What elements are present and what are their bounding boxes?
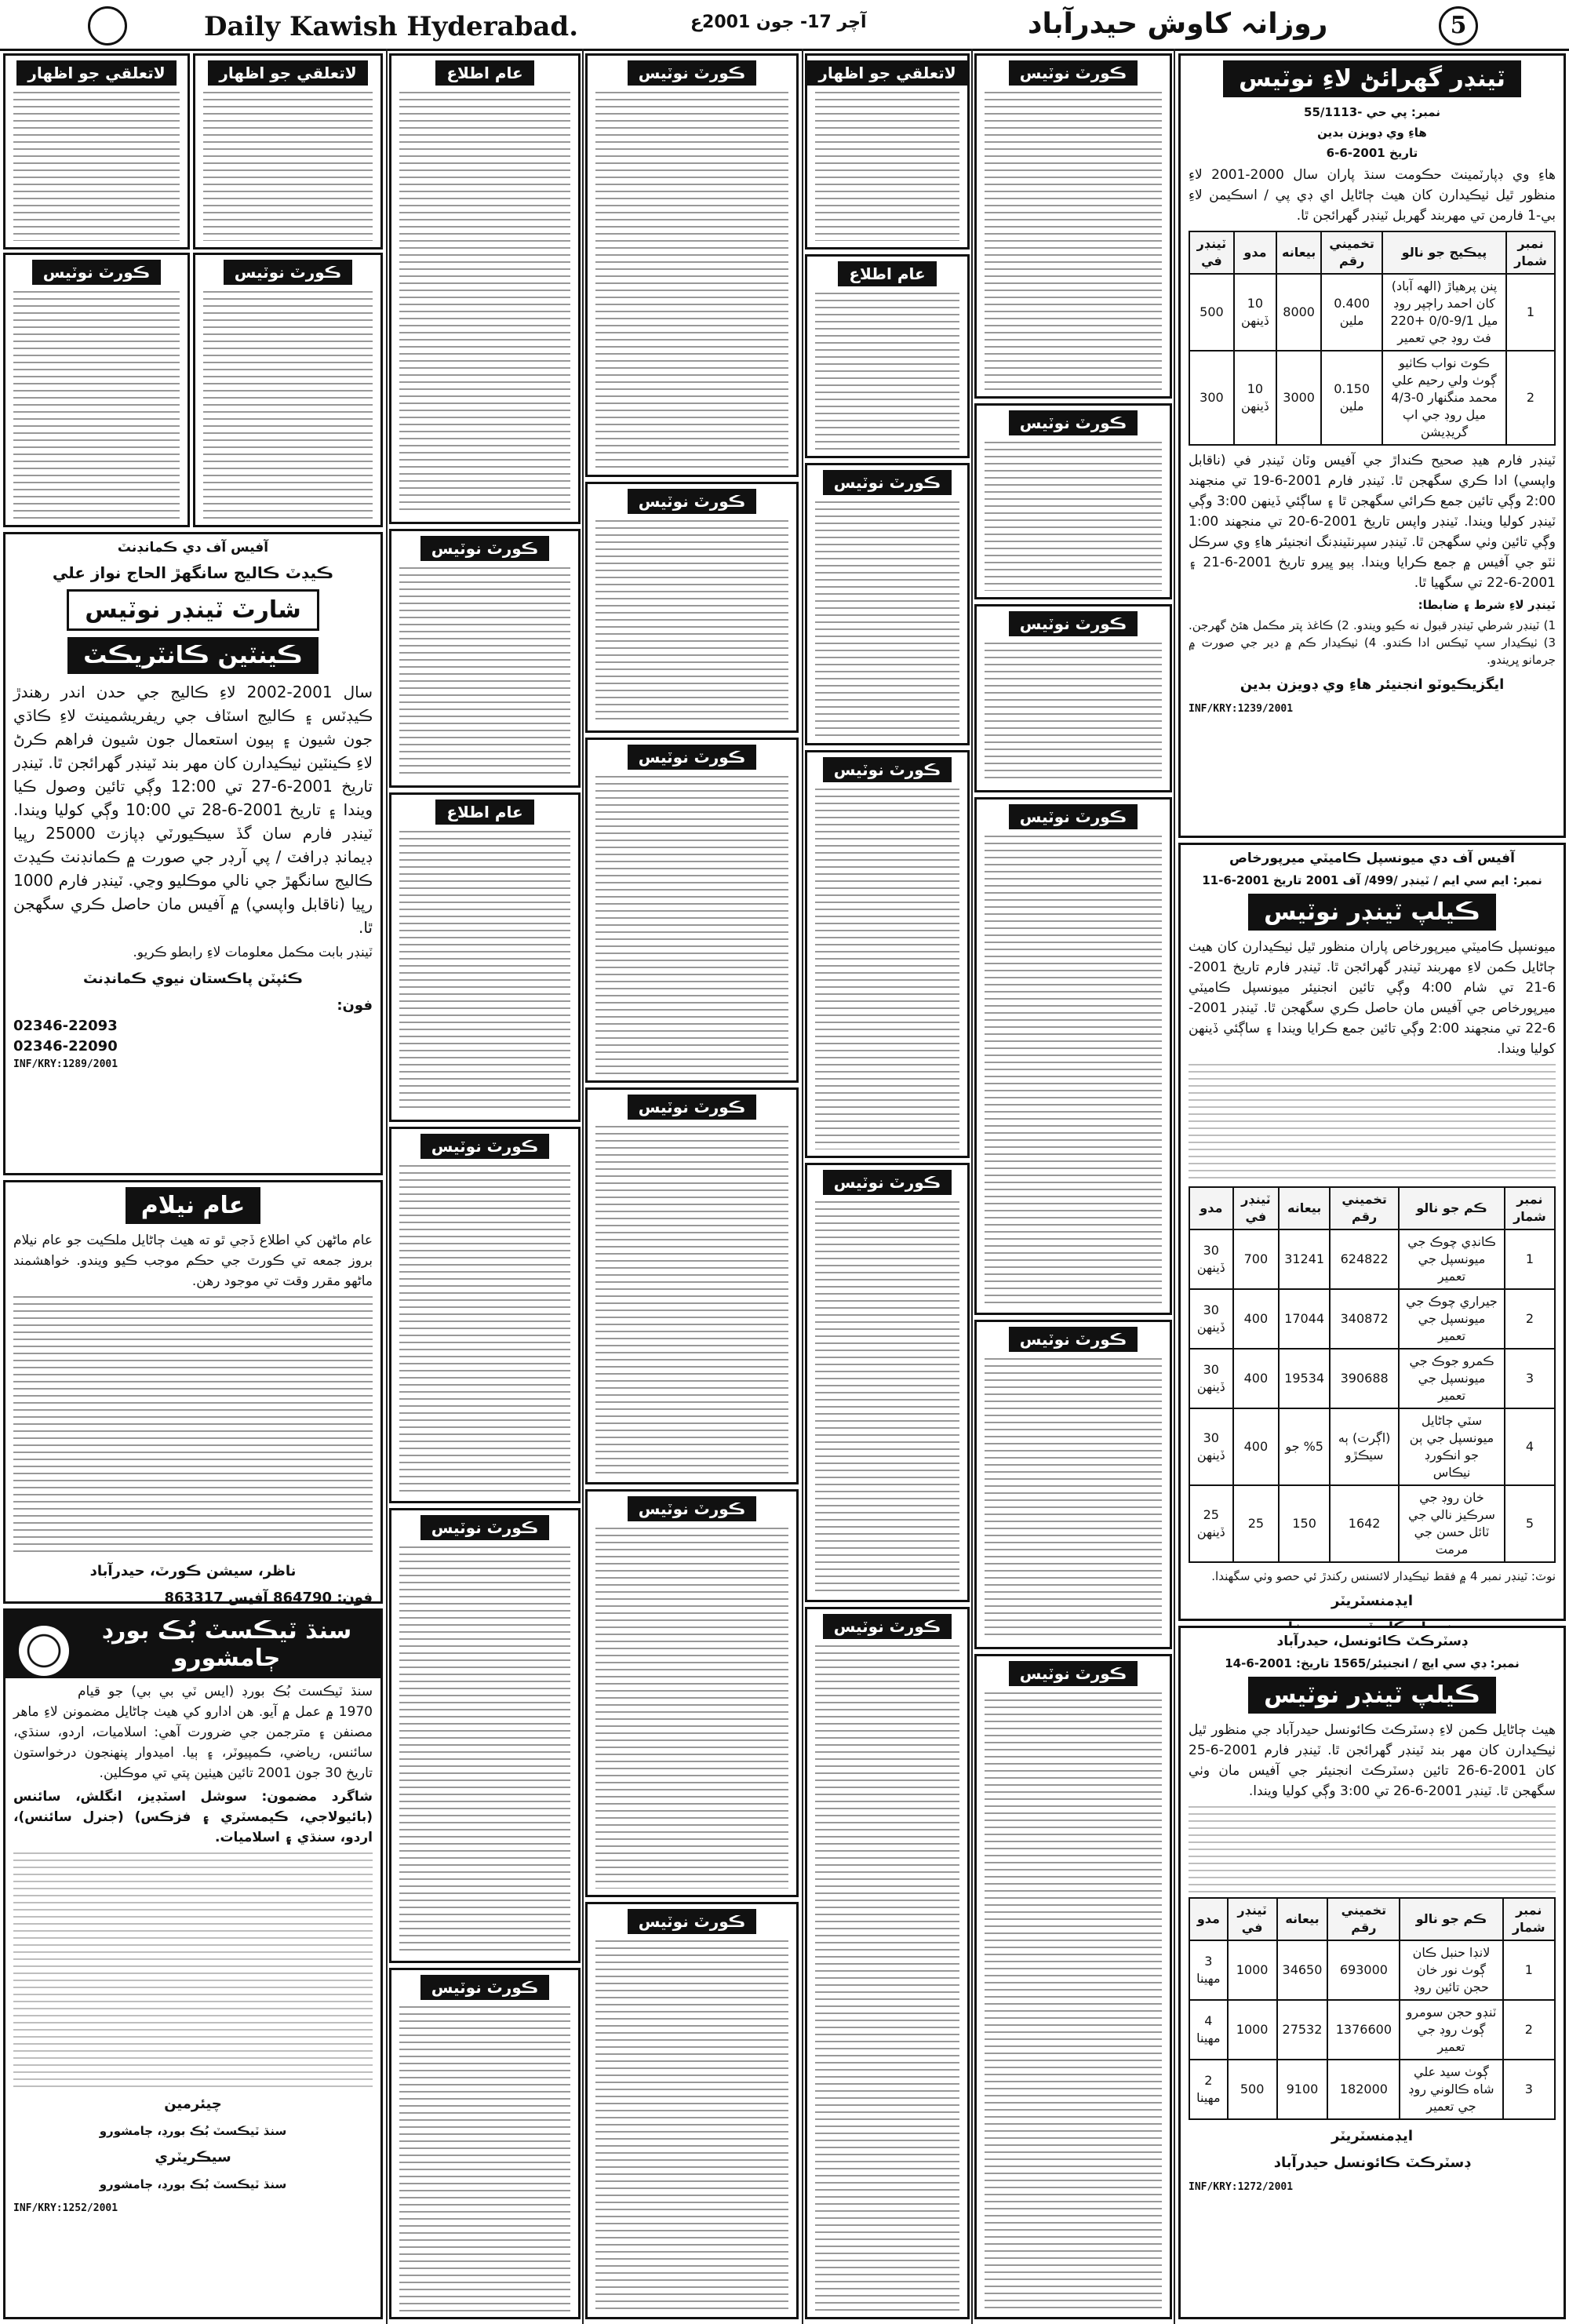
board-title: سنڌ ٽيڪسٽ بُڪ بورڊ [101, 1617, 352, 1645]
court-notice [974, 797, 1172, 1315]
table-cell: 1 [1506, 274, 1555, 351]
table-cell: 30 ڏينهن [1189, 1349, 1233, 1408]
table-cell: سٽي ڄاڻايل ميونسپل جي ٻن جو انڪورڊ نيڪاس [1399, 1408, 1505, 1485]
small-print [13, 1852, 373, 2088]
small-print [1189, 1064, 1556, 1182]
public-notice [389, 792, 581, 1122]
table-cell: 10 ڏينهن [1234, 351, 1276, 445]
notice-heading: ڪورٽ نوٽيس [823, 1614, 952, 1639]
board-city: ڄامشورو [173, 1645, 281, 1672]
table-cell: 340872 [1330, 1289, 1399, 1349]
court-notice [974, 604, 1172, 792]
notice-heading: ڪورٽ نوٽيس [1009, 611, 1138, 636]
college-name: ڪيڊٽ ڪاليج سانگهڙ الحاج نواز علي [52, 563, 334, 582]
small-print [595, 92, 788, 468]
column-divider [971, 49, 973, 2324]
disclaimer-notice [805, 53, 970, 250]
table-cell: 8000 [1276, 274, 1321, 351]
disclaimer-notice [193, 53, 383, 250]
signature-title: ايڊمنسٽريٽر [1331, 1593, 1413, 1609]
small-print [985, 92, 1162, 390]
table-cell: ڪانڊي چوڪ جي ميونسپل جي تعمير [1399, 1229, 1505, 1289]
table-cell: 150 [1279, 1485, 1330, 1562]
short-tender-title: شارٽ ٽينڊر نوٽيس [67, 589, 319, 631]
table-row [1189, 2000, 1555, 2060]
tender-notice-highways [1178, 53, 1566, 838]
tender-date: تاريخ 2001-6-6 [1326, 146, 1418, 160]
board-header [5, 1611, 380, 1678]
table-cell: 0.400 ملين [1321, 274, 1382, 351]
table-cell: 3 [1505, 1349, 1555, 1408]
small-print [985, 836, 1162, 1306]
table-cell: 1000 [1228, 2000, 1277, 2060]
table-row [1189, 351, 1555, 445]
table-cell: 3 مهينا [1189, 1940, 1228, 2000]
public-notice [389, 53, 581, 524]
tender-signature: ڪئپٽن پاڪستان نيوي ڪمانڊنٽ [82, 971, 303, 987]
tender-table [1189, 1186, 1556, 1563]
tender-ref: نمبر: پي حي -55/1113 [1304, 105, 1440, 119]
signature-office: سنڌ ٽيڪسٽ بُڪ بورڊ، ڄامشورو [99, 2177, 287, 2191]
small-print [203, 92, 373, 241]
col-header: ٽينڊر في [1233, 1187, 1280, 1229]
page-number: 5 [1439, 6, 1478, 46]
table-cell: 400 [1233, 1289, 1280, 1349]
court-notice [193, 253, 383, 527]
inf-code: INF/KRY:1239/2001 [1189, 703, 1294, 715]
auction-body: عام ماڻهن کي اطلاع ڏجي ٿو ته هيٺ ڄاڻايل ملڪيت جو عام نيلام بروز جمعه تي ڪورٽ جي حڪم موجب ڪيو ويندو. خواهشمند ماڻهو مقرر وقت تي موجود رهن. [13, 1233, 373, 1289]
small-print [203, 291, 373, 519]
title-english: Daily Kawish Hyderabad. [204, 11, 579, 42]
table-cell: 3000 [1276, 351, 1321, 445]
tender-body: سال 2001-2002 لاءِ ڪاليج جي حدن اندر رهندڙ ڪيڊٽس ۽ ڪاليج اسٽاف جي ريفريشمينٽ لاءِ ڪاڌي جون شيون ۽ ٻيون استعمال جون شيون فراهم ڪرڻ لاءِ ڪينٽين ٺيڪيدارن کان مهر بند ٽينڊر گهرائجن ٿا. ٽينڊر تاريخ 2001-6-27 تي 12:00 وڳي تائين وصول ڪيا ويندا ۽ تاريخ 2001-6-28 تي 10:00 وڳي کوليا ويندا. ٽينڊر فارم سان گڏ سيڪيورٽي ڊپازٽ 25000 رپيا ڊيمانڊ ڊرافٽ / پي آرڊر جي صورت ۾ ڪمانڊنٽ ڪيڊٽ ڪاليج سانگهڙ جي نالي موڪليو وڃي. ٽينڊر فارم 1000 رپيا (ناقابل واپسي) ۾ آفيس مان حاصل ڪري سگهجن ٿا. [13, 683, 373, 937]
court-notice [974, 403, 1172, 599]
auction-signature: ناظر، سيشن ڪورٽ، حيدرآباد [89, 1563, 297, 1579]
notice-heading: ڪورٽ نوٽيس [823, 470, 952, 495]
signature-office: سنڌ ٽيڪسٽ بُڪ بورڊ، ڄامشورو [99, 2124, 287, 2138]
col-header: پيڪيج جو نالو [1382, 231, 1506, 274]
table-cell: 1 [1503, 1940, 1555, 2000]
issue-date: آچر 17- جون 2001ع [690, 13, 867, 32]
court-notice [3, 253, 190, 527]
tender-table [1189, 1897, 1556, 2120]
court-notice [585, 738, 799, 1083]
disclaimer-notice [3, 53, 190, 250]
textbook-board-notice [3, 1608, 383, 2319]
col-header: بيعانه [1279, 1187, 1330, 1229]
table-cell: 700 [1233, 1229, 1280, 1289]
col-header: مدو [1234, 231, 1276, 274]
small-print [13, 1296, 373, 1555]
court-notice [805, 1163, 970, 1602]
table-cell: 30 ڏينهن [1189, 1289, 1233, 1349]
notice-heading: ڪورٽ نوٽيس [823, 1170, 952, 1195]
court-notice [585, 1489, 799, 1897]
small-print [399, 831, 570, 1113]
signature-title: سيڪريٽري [155, 2149, 231, 2166]
tender-intro: هاءِ وي ڊپارٽمينٽ حڪومت سنڌ پاران سال 2000-2001 لاءِ منظور ٿيل ٺيڪيدارن کان هيٺ ڄاڻايل اي ڊي پي / اسڪيمن لاءِ بي-1 فارمن تي مهربند گهربل ٽينڊر گهرائجن ٿا. [1189, 167, 1556, 224]
col-header: تخميني رقم [1327, 1898, 1400, 1940]
table-row [1189, 1289, 1555, 1349]
tender-notice-district-council [1178, 1626, 1566, 2319]
tender-title: ڪيلپ ٽينڊر نوٽيس [1248, 894, 1496, 931]
table-cell: 624822 [1330, 1229, 1399, 1289]
auction-phone: فون: 864790 آفيس 863317 [164, 1590, 373, 1606]
table-cell: خان روڊ جي سرڪيز نالي جي ٽائل حسن جي مرمت [1399, 1485, 1505, 1562]
table-cell: 1 [1505, 1229, 1555, 1289]
small-print [1189, 1806, 1556, 1892]
small-print [399, 1165, 570, 1495]
tender-notice-municipal [1178, 843, 1566, 1621]
table-cell: 1000 [1228, 1940, 1277, 2000]
table-row [1189, 274, 1555, 351]
table-cell: 10 ڏينهن [1234, 274, 1276, 351]
small-print [985, 1692, 1162, 2312]
notice-heading: لاتعلقي جو اظهار [208, 60, 367, 86]
table-cell: 2 مهينا [1189, 2060, 1228, 2119]
tender-ref: نمبر: ڊي سي ايڇ / انجنيئر/1565 تاريخ: 2001-6-14 [1225, 1656, 1520, 1670]
col-header: تخميني رقم [1330, 1187, 1399, 1229]
table-cell: 27532 [1277, 2000, 1328, 2060]
small-print [399, 92, 570, 515]
notice-heading: ڪورٽ نوٽيس [628, 1909, 757, 1934]
col-header: نمبر شمار [1505, 1187, 1555, 1229]
col-header: نمبر شمار [1503, 1898, 1555, 1940]
signature-office: ڊسٽرڪٽ ڪائونسل حيدرآباد [1273, 2155, 1471, 2171]
small-print [595, 776, 788, 1074]
table-cell: (اڳرت) ٻه سيڪڙو [1330, 1408, 1399, 1485]
small-print [399, 2006, 570, 2312]
col-header: مدو [1189, 1187, 1233, 1229]
notice-heading: عام اطلاع [435, 800, 533, 825]
table-cell: 390688 [1330, 1349, 1399, 1408]
table-cell: 17044 [1279, 1289, 1330, 1349]
office-name: آفيس آف دي ڪمانڊنٽ [117, 540, 269, 556]
court-notice [389, 1508, 581, 1963]
table-row [1189, 1349, 1555, 1408]
notice-heading: ڪورٽ نوٽيس [628, 489, 757, 514]
col-header: تخميني رقم [1321, 231, 1382, 274]
court-notice [805, 750, 970, 1158]
public-auction-notice [3, 1180, 383, 1604]
tender-conditions-title: ٽينڊر لاءِ شرط ۽ ضابطا: [1418, 598, 1556, 612]
small-print [815, 92, 959, 241]
col-header: مدو [1189, 1898, 1228, 1940]
table-cell: 30 ڏينهن [1189, 1229, 1233, 1289]
column-divider [1174, 49, 1175, 2324]
small-print [815, 1201, 959, 1594]
court-notice [805, 463, 970, 745]
tender-closing: ٽينڊر بابت مڪمل معلومات لاءِ رابطو ڪريو. [133, 945, 373, 960]
table-cell: ڪمرو جوڪ جي ميونسپل جي تعمير [1399, 1349, 1505, 1408]
notice-heading: ڪورٽ نوٽيس [1009, 1327, 1138, 1352]
court-notice [585, 1087, 799, 1484]
table-cell: 300 [1189, 351, 1234, 445]
office-name: آفيس آف دي ميونسپل ڪاميٽي ميرپورخاص [1229, 851, 1515, 866]
table-cell: ڪوٽ نواب ڪاٺيو ڳوٺ ولي رحيم علي محمد منگنهار 0-4/3 ميل روڊ جي اپ گريڊيشن [1382, 351, 1506, 445]
col-header: نمبر شمار [1506, 231, 1555, 274]
notice-heading: ڪورٽ نوٽيس [823, 757, 952, 782]
table-cell: 693000 [1327, 1940, 1400, 2000]
court-notice [805, 1607, 970, 2319]
table-cell: 1642 [1330, 1485, 1399, 1562]
table-cell: 30 ڏينهن [1189, 1408, 1233, 1485]
table-cell: 1376600 [1327, 2000, 1400, 2060]
table-cell: 400 [1233, 1408, 1280, 1485]
table-row [1189, 1485, 1555, 1562]
small-print [595, 1126, 788, 1476]
small-print [13, 92, 180, 241]
column-divider [802, 49, 803, 2324]
court-notice [585, 53, 799, 477]
office-name: ڊسٽرڪٽ ڪائونسل، حيدرآباد [1276, 1634, 1468, 1649]
phone-label: فون: [337, 997, 373, 1014]
small-print [985, 643, 1162, 784]
tender-conditions: 1) ٽينڊر شرطي ٽينڊر قبول نه ڪيو ويندو. 2) ڪاغذ پتر مڪمل هئڻ گهرجن. 3) ٺيڪيدار سڀ ٽيڪس ادا ڪندو. 4) ٺيڪيدار ڪم ۾ دير جي صورت ۾ جرمانو ڀريندو. [1189, 618, 1556, 667]
column-divider [582, 49, 584, 2324]
table-row [1189, 1229, 1555, 1289]
board-subjects: شاگرد مضمون: سوشل اسٽڊيز، انگلش، سائنس (بائيولاجي، ڪيمسٽري ۽ فزڪس) (جنرل سائنس)، اردو، سنڌي ۽ اسلاميات. [13, 1789, 373, 1845]
tender-body: ميونسپل ڪاميٽي ميرپورخاص پاران منظور ٿيل ٺيڪيدارن کان هيٺ ڄاڻايل ڪمن لاءِ مهربند ٽينڊر گهرائجن ٿا. ٽينڊر فارم تاريخ 2001-6-21 تي شام 4:00 وڳي تائين انجنيئر ميونسپل ڪاميٽي ميرپورخاص جي آفيس مان حاصل ڪري سگهجن ٿا. ٽينڊر 2001-6-22 تي منجهند 2:00 وڳي تائين جمع ڪرايا ويندا ۽ ساڳئي ڏينهن کوليا ويندا. [1189, 939, 1556, 1057]
court-notice [585, 1902, 799, 2319]
table-cell: 182000 [1327, 2060, 1400, 2119]
table-cell: جيراري چوڪ جي ميونسپل جي تعمير [1399, 1289, 1505, 1349]
notice-heading: ڪورٽ نوٽيس [1009, 1661, 1138, 1686]
tender-body: هيٺ ڄاڻايل ڪمن لاءِ ڊسٽرڪٽ ڪائونسل حيدرآباد جي منظور ٿيل ٺيڪيدارن کان مهر بند ٽينڊر گهرائجن ٿا. ٽينڊر فارم 2001-6-25 کان 2001-6-26 تائين ڊسٽرڪٽ انجنيئر جي آفيس مان وٺي سگهجن ٿا. ٽينڊر 2001-6-26 تي 3:00 وڳي کوليا ويندا. [1189, 1722, 1556, 1799]
col-header: ٽينڊر في [1189, 231, 1234, 274]
table-cell: پنن پرهياڙ (الهه آباد) کان احمد راڄپر روڊ ميل 9/1-0/0 +220 فٽ روڊ جي تعمير [1382, 274, 1506, 351]
court-notice [974, 1654, 1172, 2319]
small-print [985, 442, 1162, 591]
small-print [595, 1940, 788, 2309]
table-cell: 2 [1505, 1289, 1555, 1349]
notice-heading: عام اطلاع [838, 261, 936, 286]
table-row [1189, 1940, 1555, 2000]
notice-heading: ڪورٽ نوٽيس [1009, 804, 1138, 829]
table-cell: %5 جو [1279, 1408, 1330, 1485]
tender-ref: نمبر: ايم سي ايم / ٽينڊر /499/ آف 2001 تاريخ 2001-6-11 [1202, 873, 1542, 887]
table-cell: 400 [1233, 1349, 1280, 1408]
cadet-college-tender [3, 532, 383, 1175]
small-print [595, 520, 788, 724]
col-header: بيعانه [1276, 231, 1321, 274]
title-urdu: روزانہ کاوش حیدرآباد [1028, 8, 1328, 40]
col-header: بيعانه [1277, 1898, 1328, 1940]
public-notice [805, 254, 970, 458]
notice-heading: ڪورٽ نوٽيس [1009, 60, 1138, 86]
table-cell: 31241 [1279, 1229, 1330, 1289]
notice-heading: ڪورٽ نوٽيس [1009, 410, 1138, 435]
table-cell: 0.150 ملين [1321, 351, 1382, 445]
small-print [399, 567, 570, 779]
col-header: ٽينڊر في [1228, 1898, 1277, 1940]
column-divider [386, 49, 388, 2324]
tender-title: ٽينڊر گهرائڻ لاءِ نوٽيس [1223, 60, 1521, 97]
col-header: ڪم جو نالو [1400, 1898, 1502, 1940]
small-print [399, 1546, 570, 1954]
board-body: سنڌ ٽيڪسٽ بُڪ بورڊ (ايس ٽي بي بي) جو قيام 1970 ۾ عمل ۾ آيو. هن ادارو کي هيٺ ڄاڻايل مضمونن لاءِ ماهر مصنفن ۽ مترجمن جي ضرورت آهي: اسلاميات، اردو، سنڌي، سائنس، رياضي، ڪمپيوٽر، ۽ ٻيا. اميدوار پنهنجون درخواستون تاريخ 30 جون 2001 تائين هيٺين پتي تي موڪلين. [13, 1684, 373, 1781]
table-cell: 19534 [1279, 1349, 1330, 1408]
inf-code: INF/KRY:1252/2001 [13, 2202, 118, 2214]
notice-heading: ڪورٽ نوٽيس [420, 1134, 550, 1159]
notice-heading: ڪورٽ نوٽيس [420, 1515, 550, 1540]
notice-heading: ڪورٽ نوٽيس [628, 1095, 757, 1120]
small-print [815, 789, 959, 1149]
small-print [815, 1645, 959, 2312]
notice-heading: لاتعلقي جو اظهار [16, 60, 176, 86]
table-cell: 500 [1228, 2060, 1277, 2119]
notice-heading: ڪورٽ نوٽيس [32, 260, 162, 285]
auction-title: عام نيلام [126, 1187, 260, 1224]
table-cell: 5 [1505, 1485, 1555, 1562]
signature-title: ايڊمنسٽريٽر [1331, 2128, 1413, 2144]
court-notice [974, 1320, 1172, 1649]
notice-heading: ڪورٽ نوٽيس [224, 260, 353, 285]
table-cell: 25 [1233, 1485, 1280, 1562]
court-notice [389, 1127, 581, 1503]
tender-title: ڪيلپ ٽينڊر نوٽيس [1248, 1677, 1496, 1714]
table-cell: 34650 [1277, 1940, 1328, 2000]
tender-signature: ايگزيڪيوٽو انجنيئر هاءِ وي ڊويزن بدين [1240, 676, 1505, 693]
table-cell: ڳوٺ سيد علي شاه ڪالوني روڊ جي تعمير [1400, 2060, 1502, 2119]
signature-title: چيئرمين [164, 2096, 222, 2112]
phone-number: 02346-22093 [13, 1018, 118, 1034]
court-notice [389, 1968, 581, 2319]
table-row [1189, 2060, 1555, 2119]
table-cell: 2 [1503, 2000, 1555, 2060]
board-logo-icon [16, 1623, 71, 1678]
oath-notice [585, 482, 799, 733]
table-row [1189, 1408, 1555, 1485]
table-cell: 25 ڏينهن [1189, 1485, 1233, 1562]
masthead-ornament-left [88, 6, 127, 46]
table-cell: 9100 [1277, 2060, 1328, 2119]
inf-code: INF/KRY:1272/2001 [1189, 2181, 1294, 2193]
court-notice [389, 529, 581, 788]
notice-heading: ڪورٽ نوٽيس [628, 1496, 757, 1521]
notice-heading: عام اطلاع [435, 60, 533, 86]
inf-code: INF/KRY:1289/2001 [13, 1058, 118, 1070]
table-cell: 4 مهينا [1189, 2000, 1228, 2060]
notice-heading: ڪورٽ نوٽيس [420, 1975, 550, 2000]
col-header: ڪم جو نالو [1399, 1187, 1505, 1229]
table-cell: 4 [1505, 1408, 1555, 1485]
notice-heading: ڪورٽ نوٽيس [628, 745, 757, 770]
tender-body: ٽينڊر فارم هيڊ صحيح ڪنداڙ جي آفيس وٽان ٽينڊر في (ناقابل واپسي) ادا ڪري سگهجن ٿا. ٽينڊر فارم 2001-6-19 تي منجهند 2:00 وڳي تائين جمع ڪرائي سگهجن ٿا ۽ ساڳئي ڏينهن 3:00 وڳي ٽينڊر کوليا ويندا. ٽينڊر واپس تاريخ 2001-6-20 تي منجهند 1:00 وڳي تائين وٺي سگهجن ٿا. ٽينڊر سپرنٽينڊنگ انجنيئر هاءِ وي سرڪل ٺٽو جي آفيس ۾ جمع ڪرايا ويندا. ٻيو ڀيرو تاريخ 2001-6-21 ۽ 2001-6-22 تي سگهيا ٿا. [1189, 453, 1556, 591]
small-print [815, 501, 959, 737]
notice-heading: ڪورٽ نوٽيس [420, 536, 550, 561]
table-cell: 500 [1189, 274, 1234, 351]
masthead [0, 0, 1569, 51]
table-cell: ٽنڊو حجن سومرو ڳوٺ روڊ جي تعمير [1400, 2000, 1502, 2060]
small-print [815, 293, 959, 450]
table-cell: 3 [1503, 2060, 1555, 2119]
small-print [13, 291, 180, 519]
table-cell: لانڊا حنبل ڪان ڳوٺ نور خان حجن تائين روڊ [1400, 1940, 1502, 2000]
small-print [985, 1358, 1162, 1641]
phone-number: 02346-22090 [13, 1038, 118, 1055]
notice-heading: لاتعلقي جو اظهار [807, 60, 967, 86]
tender-office: هاءِ وي ڊويزن بدين [1317, 126, 1427, 140]
canteen-contract-title: ڪينٽين ڪانٽريڪٽ [67, 637, 319, 674]
tender-table [1189, 231, 1556, 446]
tender-note: نوٽ: ٽينڊر نمبر 4 ۾ فقط ٺيڪيدار لائسنس رکندڙ ئي حصو وٺي سگهندا. [1211, 1569, 1556, 1583]
table-cell: 2 [1506, 351, 1555, 445]
small-print [595, 1528, 788, 1889]
notice-heading: ڪورٽ نوٽيس [628, 60, 757, 86]
court-notice [974, 53, 1172, 399]
